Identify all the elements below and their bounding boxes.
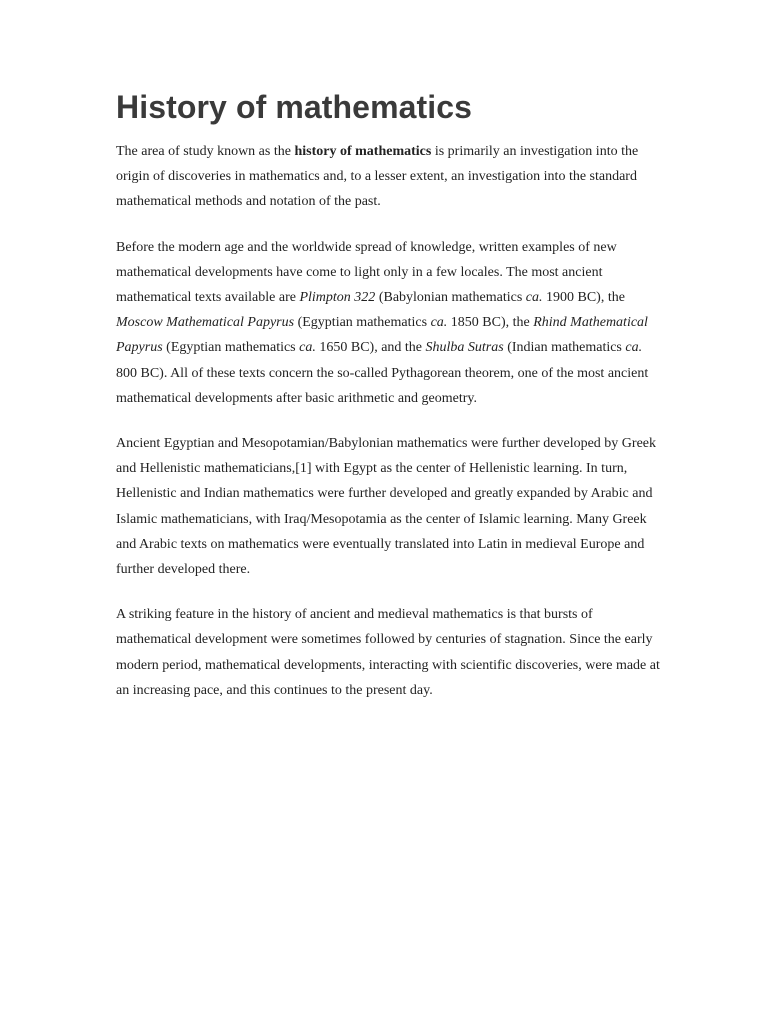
paragraph-2	[116, 235, 661, 411]
paragraph-1	[116, 139, 661, 215]
paragraph-3	[116, 431, 661, 582]
text-run: The area of study known as the	[116, 144, 295, 159]
text-run: 1850 BC), the	[447, 315, 534, 331]
text-run: is primarily an investigation into the origin of discoveries in mathematics and, to a lesser extent, an investigation into the standard mathematical methods and notation of the past.	[116, 144, 639, 210]
text-run: 1650 BC), and the	[315, 340, 426, 356]
italic-text-run: Shulba Sutras	[425, 340, 504, 356]
article-body	[116, 86, 661, 723]
text-run: (Egyptian mathematics	[294, 315, 431, 331]
text-run: Ancient Egyptian and Mesopotamian/Babylonian mathematics were further developed by Greek and Hellenistic mathematicians,[1] with Egypt as the center of Hellenistic learning. In turn, Hellenistic and Indian mathematics were further developed and greatly expanded by Arabic and Islamic mathematicians, with Iraq/Mesopotamia as the center of Islamic learning. Many Greek and Arabic texts on mathematics were eventually translated into Latin in medieval Europe and further developed there.	[116, 436, 656, 578]
text-run: A striking feature in the history of ancient and medieval mathematics is that bursts of mathematical development were sometimes followed by centuries of stagnation. Since the early modern period, mathematical developments, interacting with scientific discoveries, were made at an increasing pace, and this continues to the present day.	[116, 607, 660, 698]
italic-text-run: ca.	[299, 340, 316, 356]
text-run: (Egyptian mathematics	[162, 340, 300, 356]
text-run: (Babylonian mathematics	[375, 290, 526, 306]
italic-text-run: ca.	[430, 315, 448, 331]
bold-text-run: history of mathematics	[294, 144, 432, 159]
paragraph-container	[116, 139, 661, 703]
text-run: Before the modern age and the worldwide spread of knowledge, written examples of new mathematical developments have come to light only in a few locales. The most ancient mathematical texts available are	[116, 239, 617, 306]
italic-text-run: ca.	[525, 290, 543, 306]
italic-text-run: ca.	[625, 340, 643, 356]
italic-text-run: Rhind Mathematical Papyrus	[116, 315, 648, 356]
italic-text-run: Moscow Mathematical Papyrus	[116, 315, 295, 331]
italic-text-run: Plimpton 322	[299, 290, 376, 306]
paragraph-4	[116, 602, 661, 703]
page-title: History of mathematics	[116, 89, 473, 125]
text-run: (Indian mathematics	[503, 340, 626, 356]
text-run: 800 BC). All of these texts concern the so-called Pythagorean theorem, one of the most ancient mathematical developments after basic arithmetic and geometry.	[116, 365, 649, 406]
text-run: 1900 BC), the	[542, 290, 625, 306]
